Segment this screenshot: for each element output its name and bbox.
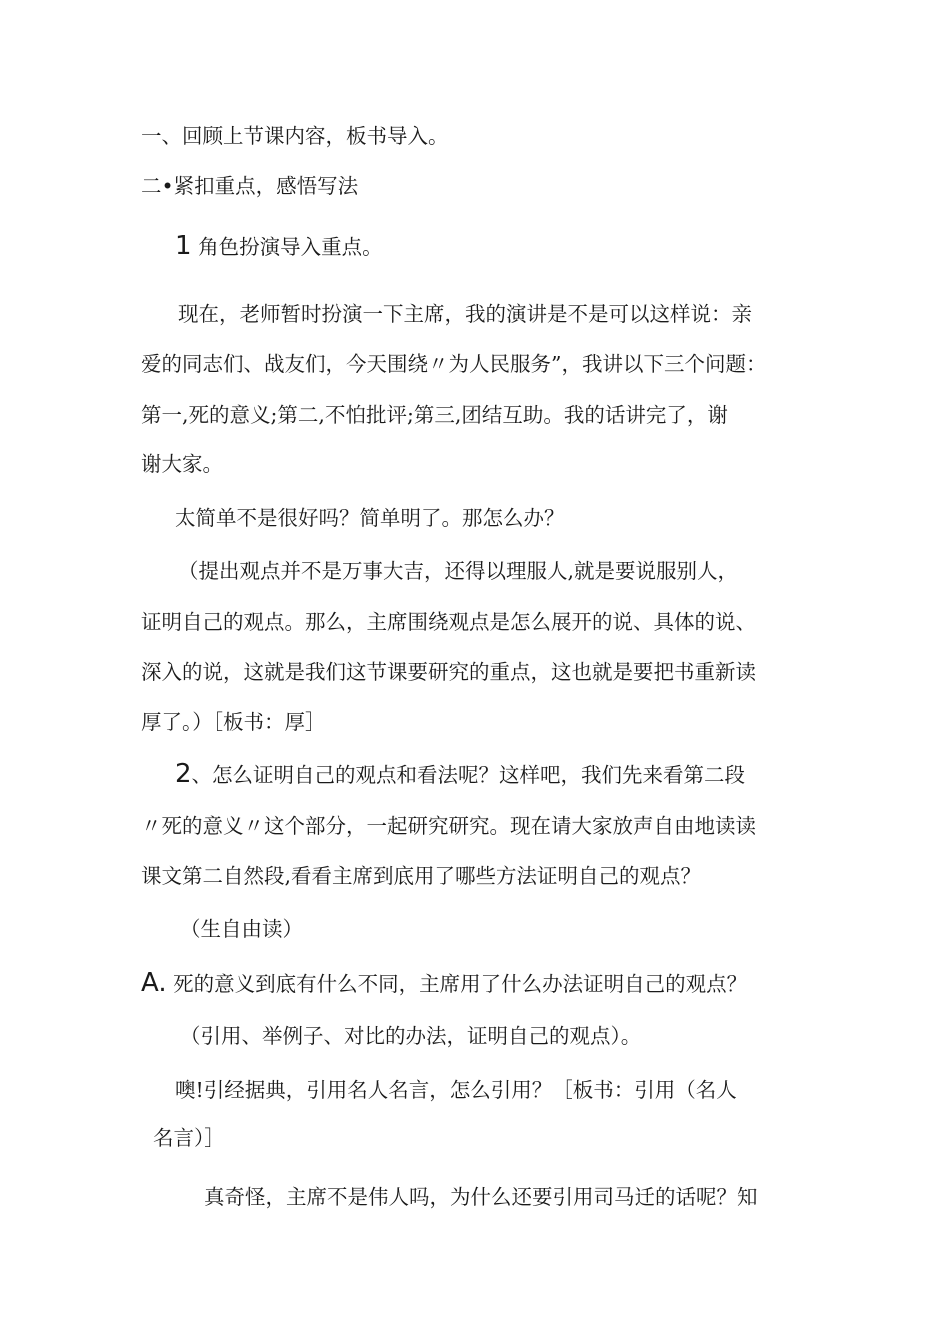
item-2-number: 2 xyxy=(175,759,192,789)
para-2: 太简单不是很好吗？简单明了。那怎么办？ xyxy=(175,506,565,530)
item-2-line-3: 课文第二自然段,看看主席到底用了哪些方法证明自己的观点？ xyxy=(141,864,702,888)
item-1 xyxy=(175,232,383,261)
para-7: 真奇怪，主席不是伟人吗，为什么还要引用司马迁的话呢？知 xyxy=(204,1185,758,1209)
para-1-line-4: 谢大家。 xyxy=(141,452,223,476)
item-2-line-1 xyxy=(175,760,745,789)
section-2-heading: 二•紧扣重点，感悟写法 xyxy=(141,174,359,198)
item-2-line-2: 〃死的意义〃这个部分，一起研究研究。现在请大家放声自由地读读 xyxy=(141,814,756,838)
para-3-line-1: （提出观点并不是万事大吉，还得以理服人,就是要说服别人， xyxy=(178,559,739,583)
para-6-line-2: 名言）］ xyxy=(153,1126,225,1150)
para-4: （生自由读） xyxy=(180,917,303,941)
para-1-line-3: 第一,死的意义;第二,不怕批评;第三,团结互助。我的话讲完了，谢 xyxy=(141,403,728,427)
para-3-line-4: 厚了。）［板书：厚］ xyxy=(141,710,326,734)
item-a-letter: A. xyxy=(141,968,167,998)
para-5: （引用、举例子、对比的办法，证明自己的观点）。 xyxy=(180,1024,642,1048)
para-6-line-1: 噢!引经据典，引用名人名言，怎么引用？［板书：引用（名人 xyxy=(175,1078,737,1102)
para-3-line-2: 证明自己的观点。那么，主席围绕观点是怎么展开的说、具体的说、 xyxy=(141,610,756,634)
section-1-heading: 一、回顾上节课内容，板书导入。 xyxy=(141,124,449,148)
para-3-line-3: 深入的说，这就是我们这节课要研究的重点，这也就是要把书重新读 xyxy=(141,660,756,684)
para-1-line-2: 爱的同志们、战友们，今天围绕〃为人民服务”，我讲以下三个问题： xyxy=(141,352,767,376)
item-2-text: 、怎么证明自己的观点和看法呢？这样吧，我们先来看第二段 xyxy=(191,763,746,787)
item-a-text: 死的意义到底有什么不同，主席用了什么办法证明自己的观点？ xyxy=(173,972,748,996)
item-a xyxy=(141,969,747,998)
item-1-number: 1 xyxy=(175,231,192,261)
item-1-text: 角色扮演导入重点。 xyxy=(198,235,383,259)
para-1-line-1: 现在，老师暂时扮演一下主席，我的演讲是不是可以这样说：亲 xyxy=(178,302,752,326)
